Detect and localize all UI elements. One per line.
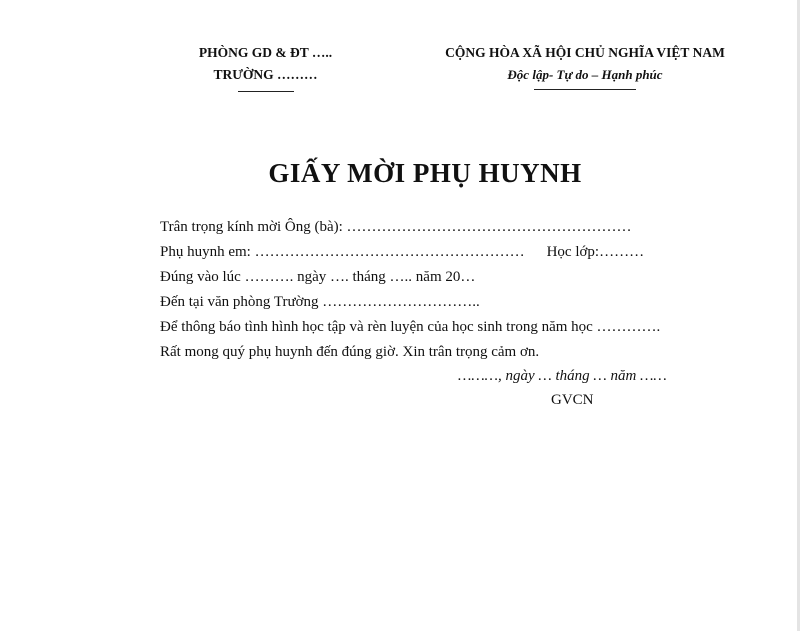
purpose-line: Để thông báo tình hình học tập và rèn luyện của học sinh trong năm học …………. bbox=[160, 319, 661, 335]
header-right bbox=[430, 42, 740, 90]
class-text: Học lớp:……… bbox=[546, 244, 645, 260]
invite-line: Trân trọng kính mời Ông (bà): ………………………………………………… bbox=[160, 219, 632, 235]
school-name: TRƯỜNG ……… bbox=[213, 67, 318, 82]
department-name: PHÒNG GD & ĐT ….. bbox=[198, 45, 333, 60]
date-line: ………, ngày … tháng … năm …… bbox=[458, 368, 667, 384]
document-title: GIẤY MỜI PHỤ HUYNH bbox=[268, 158, 582, 188]
signature-title: GVCN bbox=[551, 392, 594, 408]
letter-body bbox=[160, 215, 760, 365]
header-right-divider bbox=[534, 89, 636, 90]
student-class-line bbox=[160, 240, 760, 265]
place-line: Đến tại văn phòng Trường ………………………….. bbox=[160, 294, 480, 310]
national-title: CỘNG HÒA XÃ HỘI CHỦ NGHĨA VIỆT NAM bbox=[445, 45, 725, 60]
parent-of-text: Phụ huynh em: ……………………………………………… bbox=[160, 244, 525, 260]
national-motto: Độc lập- Tự do – Hạnh phúc bbox=[507, 67, 663, 82]
closing-line: Rất mong quý phụ huynh đến đúng giờ. Xin trân trọng cảm ơn. bbox=[160, 344, 540, 360]
header-left bbox=[178, 42, 353, 92]
header-left-divider bbox=[238, 91, 294, 92]
time-line: Đúng vào lúc ………. ngày …. tháng ….. năm 20… bbox=[160, 269, 476, 285]
